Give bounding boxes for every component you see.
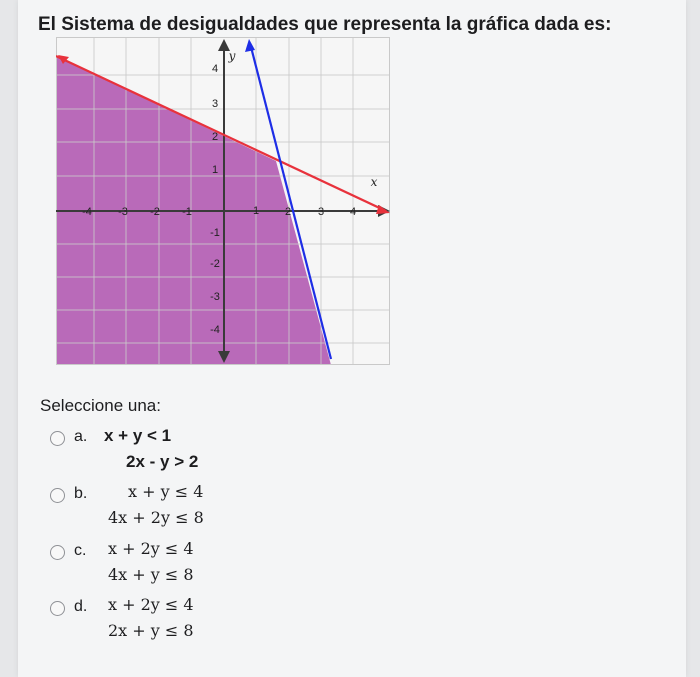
y-tick-label: 1 [211,164,219,176]
y-tick-label: -3 [210,291,220,303]
radio-option-c[interactable] [50,545,65,560]
radio-option-a[interactable] [50,431,65,446]
option-a-inequality-2: 2x - y > 2 [126,452,199,471]
option-letter: d. [74,598,88,615]
x-axis-label: x [370,175,378,189]
graph-svg [56,37,390,365]
option-c-inequality-1: x + 2y ≤ 4 [108,539,194,558]
inequality-graph [56,37,390,365]
x-tick-label: 1 [252,205,260,217]
question-title: El Sistema de desigualdades que representa la gráfica dada es: [38,14,612,35]
option-letter: a. [74,428,88,445]
x-tick-label: -4 [82,206,92,218]
y-tick-label: 4 [211,63,219,75]
x-tick-label: -1 [182,206,192,218]
option-letter: c. [74,542,87,559]
x-tick-label: 2 [284,206,292,218]
option-b-inequality-1: x + y ≤ 4 [128,482,204,501]
y-tick-label: -2 [210,258,220,270]
option-b-inequality-2: 4x + 2y ≤ 8 [108,508,204,527]
radio-option-b[interactable] [50,488,65,503]
y-axis-label: y [228,49,236,63]
y-tick-label: 2 [211,131,219,143]
option-d-inequality-1: x + 2y ≤ 4 [108,595,194,614]
y-tick-label: -1 [210,227,220,239]
select-prompt: Seleccione una: [40,396,161,415]
option-letter: b. [74,485,88,502]
x-tick-label: -3 [118,206,128,218]
x-tick-label: -2 [150,206,160,218]
option-c-inequality-2: 4x + y ≤ 8 [108,565,194,584]
y-tick-label: 3 [211,98,219,110]
x-tick-label: 3 [317,206,325,218]
radio-option-d[interactable] [50,601,65,616]
option-d-inequality-2: 2x + y ≤ 8 [108,621,194,640]
option-a-inequality-1: x + y < 1 [104,426,172,445]
x-tick-label: 4 [349,206,357,218]
y-tick-label: -4 [210,324,220,336]
